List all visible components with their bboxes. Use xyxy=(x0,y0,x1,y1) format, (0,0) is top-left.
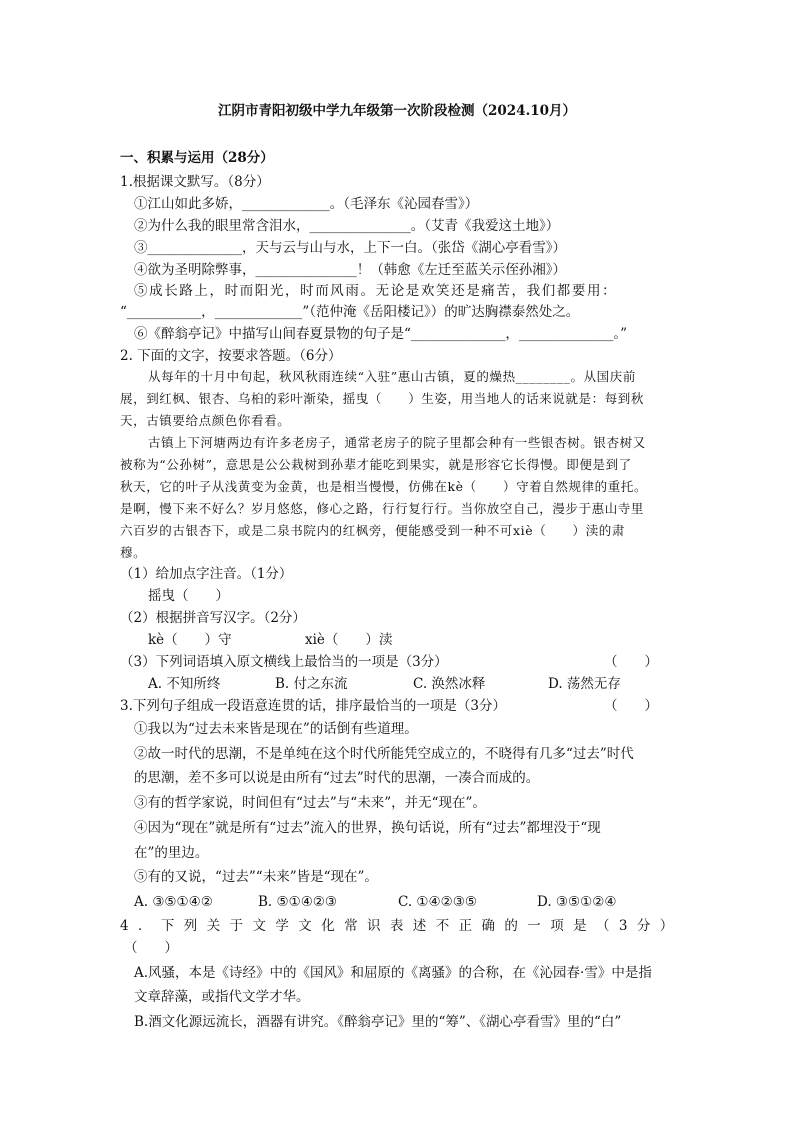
q2-sub1: （1）给加点字注音。（1分） xyxy=(120,566,293,582)
option: B. ⑤①④②③ xyxy=(258,894,338,910)
option: B. 付之东流 xyxy=(275,676,348,692)
passage-line: 六百岁的古银杏下，或是二泉书院内的红枫旁，便能感受到一种不可xiè（ ）渎的肃 xyxy=(120,523,625,538)
passage-line: 是啊，慢下来不好么？岁月悠悠，修心之路，行行复行行。当你放空自己，漫步于惠山寺里 xyxy=(120,501,645,516)
section-heading: 一、积累与运用（28分） xyxy=(120,150,274,166)
q2-stem: 2. 下面的文字，按要求答题。（6分） xyxy=(120,348,342,364)
q2-sub2-item: xiè（ ）渎 xyxy=(305,632,393,648)
q1-line: “___________，_____________”（范仲淹《岳阳楼记》）的旷达胸襟泰然处之。 xyxy=(120,304,580,320)
passage-line: 天，古镇要给点颜色你看看。 xyxy=(120,413,291,428)
q1-line: ②为什么我的眼里常含泪水，_______________。（艾青《我爱这土地》） xyxy=(134,218,560,234)
q1-line: ⑤成长路上，时而阳光，时而风雨。无论是欢笑还是痛苦，我们都要用： xyxy=(134,283,618,299)
passage-line: 穆。 xyxy=(120,545,147,560)
q1-line: ③______________，天与云与山与水，上下一白。（张岱《湖心亭看雪》） xyxy=(134,240,566,256)
passage-line: 古镇上下河塘两边有许多老房子，通常老房子的院子里都会种有一些银杏树。银杏树又 xyxy=(148,435,646,450)
option: D. ③⑤①②④ xyxy=(537,894,617,910)
option: C. 涣然冰释 xyxy=(413,676,486,692)
q3-line: 在”的里边。 xyxy=(134,845,209,861)
q1-line: ⑥《醉翁亭记》中描写山间春夏景物的句子是“______________，______________。” xyxy=(134,326,628,342)
option: A. 不知所终 xyxy=(148,676,221,692)
passage-line: 被称为“公孙树”，意思是公公栽树到孙辈才能吃到果实，就是形容它长得慢。即便是到了 xyxy=(120,457,632,472)
q4-line: A.风骚，本是《诗经》中的《国风》和屈原的《离骚》的合称，在《沁园春·雪》中是指 xyxy=(134,965,652,981)
q4-line: 文章辞藻，或指代文学才华。 xyxy=(134,989,310,1005)
q3-line: ⑤有的又说，“过去”“未来”皆是“现在”。 xyxy=(134,869,378,885)
q1-stem: 1.根据课文默写。（8分） xyxy=(120,174,270,190)
answer-paren: （ ） xyxy=(124,940,178,956)
passage-line: 从每年的十月中旬起，秋风秋雨连续“入驻”惠山古镇，夏的燥热________。从国庆前 xyxy=(148,369,636,384)
q2-sub2: （2）根据拼音写汉字。（2分） xyxy=(120,610,306,626)
option: C. ①④②③⑤ xyxy=(398,894,477,910)
passage-line: 展，到红枫、银杏、乌桕的彩叶渐染，摇曳（ ）生姿，用当地人的话来说就是：每到秋 xyxy=(120,391,645,406)
q3-stem: 3.下列句子组成一段语意连贯的话，排序最恰当的一项是（3分） xyxy=(120,698,506,714)
q4-stem: 4．下列关于文学文化常识表述不正确的一项是（3分） xyxy=(120,918,683,934)
page-title: 江阴市青阳初级中学九年级第一次阶段检测（2024.10月） xyxy=(218,103,577,119)
q4-line: B.酒文化源远流长，酒器有讲究。《醉翁亭记》里的“筹”、《湖心亭看雪》里的“白” xyxy=(134,1014,622,1030)
passage-line: 秋天，它的叶子从浅黄变为金黄，也是相当慢慢，仿佛在kè（ ）守着自然规律的重托。 xyxy=(120,479,648,494)
q2-sub3: （3）下列词语填入原文横线上最恰当的一项是（3分） xyxy=(120,654,448,670)
answer-paren: （ ） xyxy=(604,654,658,670)
option: D. 荡然无存 xyxy=(548,676,621,692)
option: A. ③⑤①④② xyxy=(134,894,213,910)
q1-line: ④欲为圣明除弊事，_______________！（韩愈《左迁至蓝关示侄孙湘》） xyxy=(134,262,566,278)
q2-sub1-item: 摇曳（ ） xyxy=(148,588,229,604)
answer-paren: （ ） xyxy=(604,698,658,714)
q3-line: 的思潮，差不多可以说是由所有“过去”时代的思潮，一凑合而成的。 xyxy=(134,770,540,786)
q3-line: ①我以为“过去未来皆是现在”的话倒有些道理。 xyxy=(134,721,418,737)
q1-line: ①江山如此多娇，_____________。（毛泽东《沁园春雪》） xyxy=(134,196,479,212)
q3-line: ④因为“现在”就是所有“过去”流入的世界，换句话说，所有“过去”都埋没于“现 xyxy=(134,820,601,836)
q2-sub2-item: kè（ ）守 xyxy=(148,632,232,648)
q3-line: ③有的哲学家说，时间但有“过去”与“未来”，并无“现在”。 xyxy=(134,795,486,811)
q3-line: ②故一时代的思潮，不是单纯在这个时代所能凭空成立的，不晓得有几多“过去”时代 xyxy=(134,746,634,762)
